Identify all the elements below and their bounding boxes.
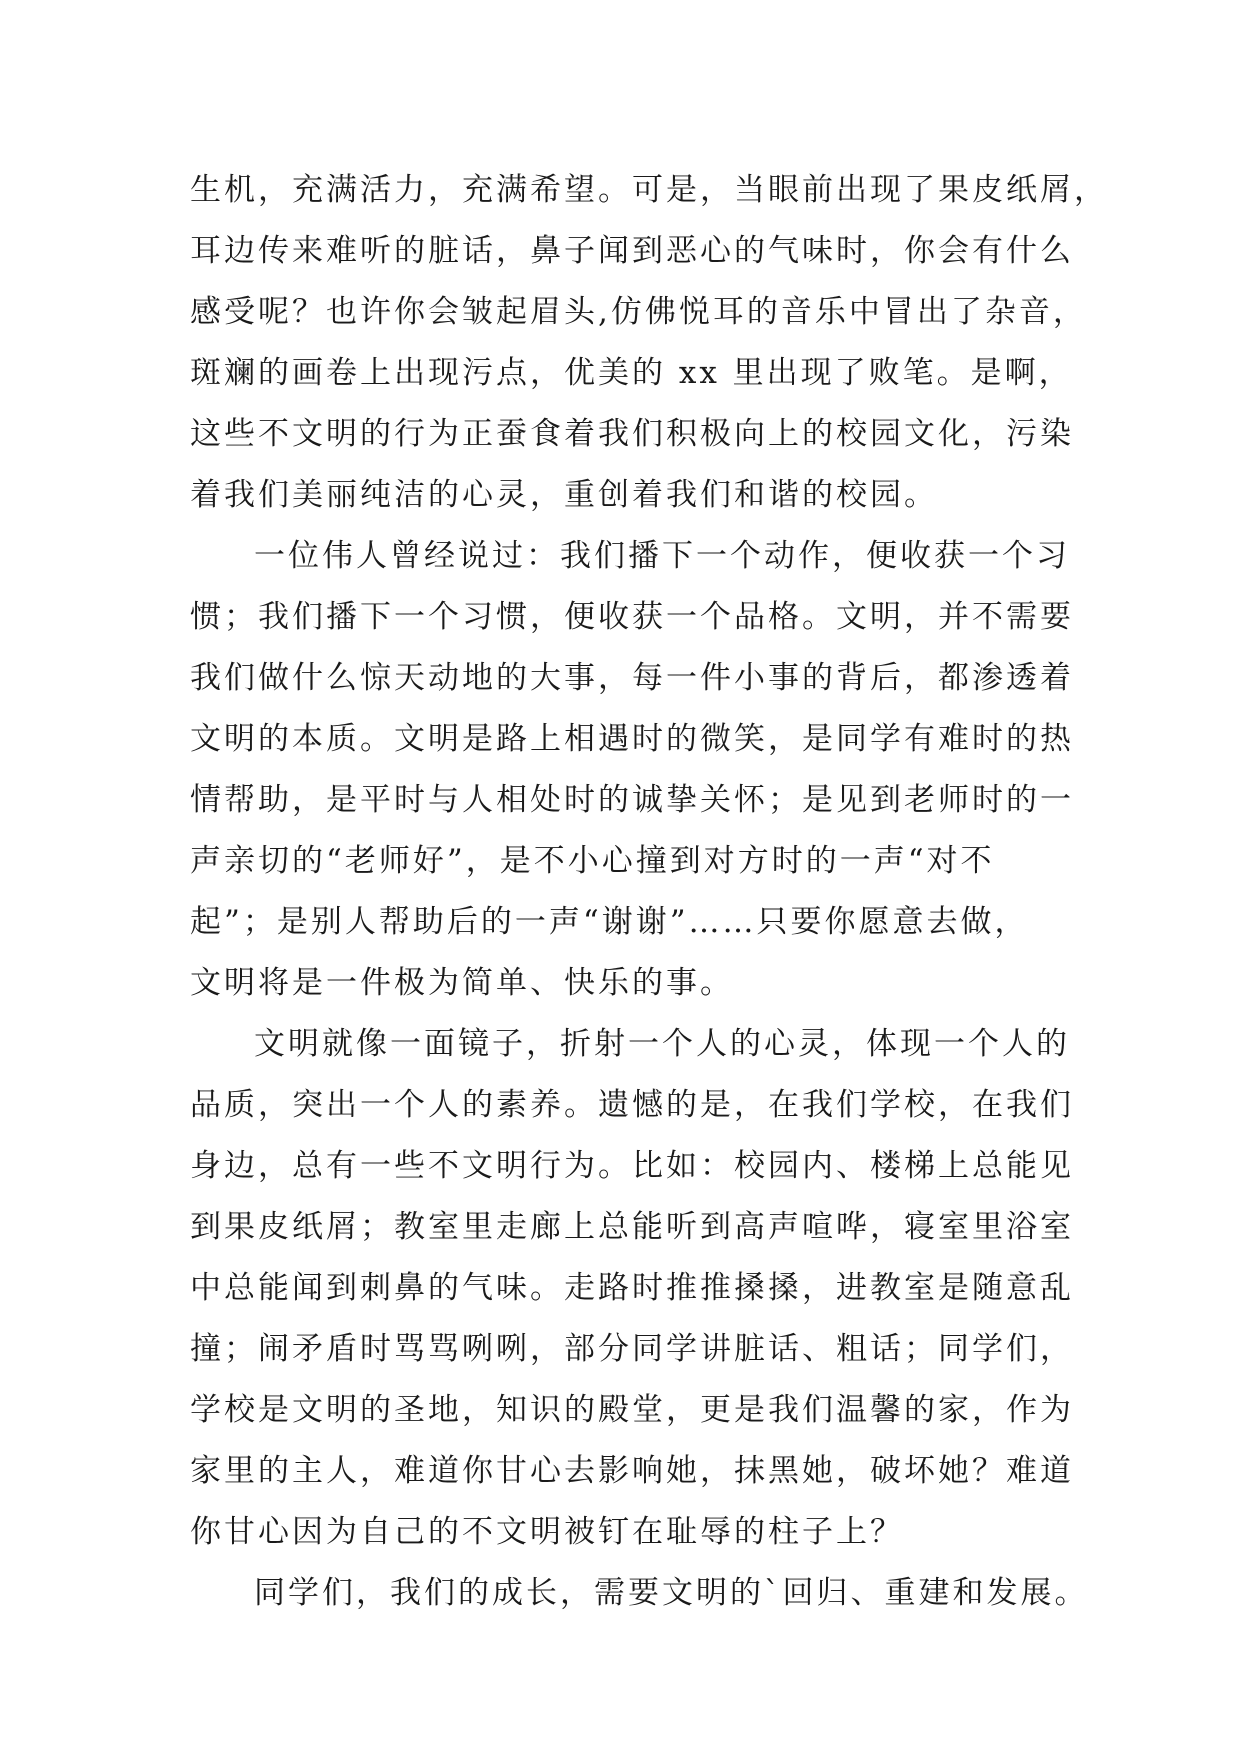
- paragraph-start-line: 文明就像一面镜子，折射一个人的心灵，体现一个人的: [254, 1026, 1070, 1062]
- text-line: 斑斓的画卷上出现污点，优美的 xx 里出现了败笔。是啊，: [190, 355, 1073, 391]
- text-line: 我们做什么惊天动地的大事，每一件小事的背后，都渗透着: [190, 660, 1074, 696]
- text-line: 到果皮纸屑；教室里走廊上总能听到高声喧哗，寝室里浴室: [190, 1209, 1074, 1245]
- text-line: 惯；我们播下一个习惯，便收获一个品格。文明，并不需要: [190, 599, 1074, 635]
- text-line: 文明的本质。文明是路上相遇时的微笑，是同学有难时的热: [190, 721, 1074, 757]
- text-line: 中总能闻到刺鼻的气味。走路时推推搡搡，进教室是随意乱: [190, 1270, 1074, 1306]
- paragraph-start-line: 同学们，我们的成长，需要文明的`回归、重建和发展。: [254, 1575, 1089, 1611]
- text-line: 着我们美丽纯洁的心灵，重创着我们和谐的校园。: [190, 477, 938, 513]
- text-line: 学校是文明的圣地，知识的殿堂，更是我们温馨的家，作为: [190, 1392, 1074, 1428]
- text-line: 感受呢？也许你会皱起眉头,仿佛悦耳的音乐中冒出了杂音，: [190, 294, 1087, 330]
- text-line: 声亲切的“老师好”，是不小心撞到对方时的一声“对不: [190, 843, 995, 879]
- text-line: 这些不文明的行为正蚕食着我们积极向上的校园文化，污染: [190, 416, 1074, 452]
- body-text: [190, 160, 1108, 1624]
- text-line: 生机，充满活力，充满希望。可是，当眼前出现了果皮纸屑，: [190, 172, 1108, 208]
- text-line: 耳边传来难听的脏话，鼻子闻到恶心的气味时，你会有什么: [190, 233, 1074, 269]
- text-line: 品质，突出一个人的素养。遗憾的是，在我们学校，在我们: [190, 1087, 1074, 1123]
- text-line: 情帮助，是平时与人相处时的诚挚关怀；是见到老师时的一: [190, 782, 1074, 818]
- text-line: 起”；是别人帮助后的一声“谢谢”……只要你愿意去做，: [190, 904, 1029, 940]
- text-line: 撞；闹矛盾时骂骂咧咧，部分同学讲脏话、粗话；同学们，: [190, 1331, 1074, 1367]
- text-line: 身边，总有一些不文明行为。比如：校园内、楼梯上总能见: [190, 1148, 1074, 1184]
- text-line: 文明将是一件极为简单、快乐的事。: [190, 965, 734, 1001]
- paragraph-start-line: 一位伟人曾经说过：我们播下一个动作，便收获一个习: [254, 538, 1070, 574]
- text-line: 你甘心因为自己的不文明被钉在耻辱的柱子上？: [190, 1514, 904, 1550]
- text-line: 家里的主人，难道你甘心去影响她，抹黑她，破坏她？难道: [190, 1453, 1074, 1489]
